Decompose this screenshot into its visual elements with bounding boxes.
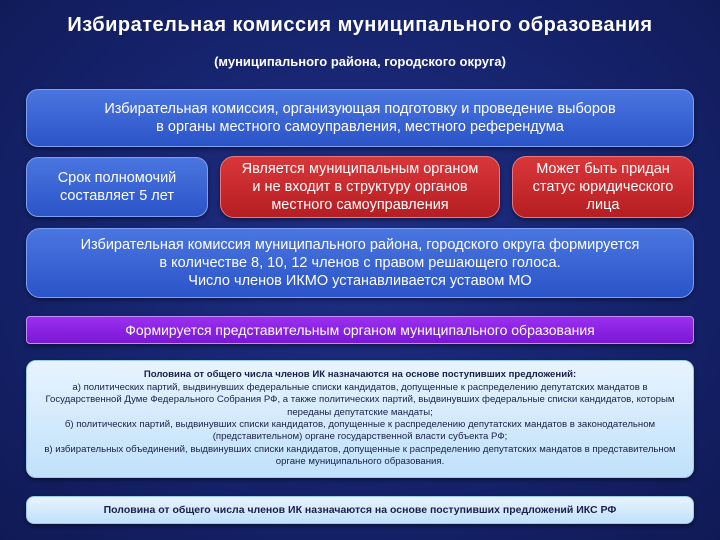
formed-by-box xyxy=(26,316,694,344)
legal-line-1: Может быть придан xyxy=(536,161,670,177)
half-parties-box xyxy=(26,360,694,478)
purpose-line-2: в органы местного самоуправления, местного референдума xyxy=(156,119,564,135)
status-line-1: Является муниципальным органом xyxy=(241,161,479,177)
legal-line-2: статус юридического xyxy=(532,179,674,195)
half-iks-box xyxy=(26,496,694,524)
purpose-line-1: Избирательная комиссия, организующая подготовку и проведение выборов xyxy=(104,101,616,117)
status-line-2: и не входит в структуру органов xyxy=(252,179,468,195)
page-subtitle: (муниципального района, городского округа) xyxy=(214,54,506,69)
composition-line-1: Избирательная комиссия муниципального района, городского округа формируется xyxy=(80,237,640,253)
legal-entity-box xyxy=(512,156,694,218)
term-line-1: Срок полномочий xyxy=(57,170,177,186)
page-title: Избирательная комиссия муниципального образования xyxy=(67,14,653,36)
term-line-2: составляет 5 лет xyxy=(60,188,174,204)
half-iks-text: Половина от общего числа членов ИК назначаются на основе поступивших предложений ИКС РФ xyxy=(103,503,617,516)
half-parties-item-b: б) политических партий, выдвинувших списки кандидатов, допущенные к распределению депутатских мандатов в законодательном (представительном) органе государственной власти субъекта РФ; xyxy=(64,419,656,443)
status-line-3: местного самоуправления xyxy=(271,197,449,213)
legal-line-3: лица xyxy=(586,197,620,213)
half-parties-heading: Половина от общего числа членов ИК назначаются на основе поступивших предложений: xyxy=(143,369,577,381)
purpose-box xyxy=(26,89,694,147)
term-box xyxy=(26,157,208,217)
half-parties-item-a: а) политических партий, выдвинувших федеральные списки кандидатов, допущенные к распределению депутатских мандатов в Государственной Думе Федерального Собрания РФ, а также политических партий, выдвинувших федеральные списки кандидатов, которым переданы депутатские мандаты; xyxy=(45,381,675,418)
composition-line-2: в количестве 8, 10, 12 членов с правом решающего голоса. xyxy=(159,255,561,271)
composition-box xyxy=(26,228,694,298)
status-box xyxy=(220,156,500,218)
half-parties-item-c: в) избирательных объединений, выдвинувших списки кандидатов, допущенные к распределению депутатских мандатов в представительном органе муниципального образования. xyxy=(44,443,676,468)
composition-line-3: Число членов ИКМО устанавливается уставом МО xyxy=(188,273,532,289)
formed-by-text: Формируется представительным органом муниципального образования xyxy=(125,321,595,338)
